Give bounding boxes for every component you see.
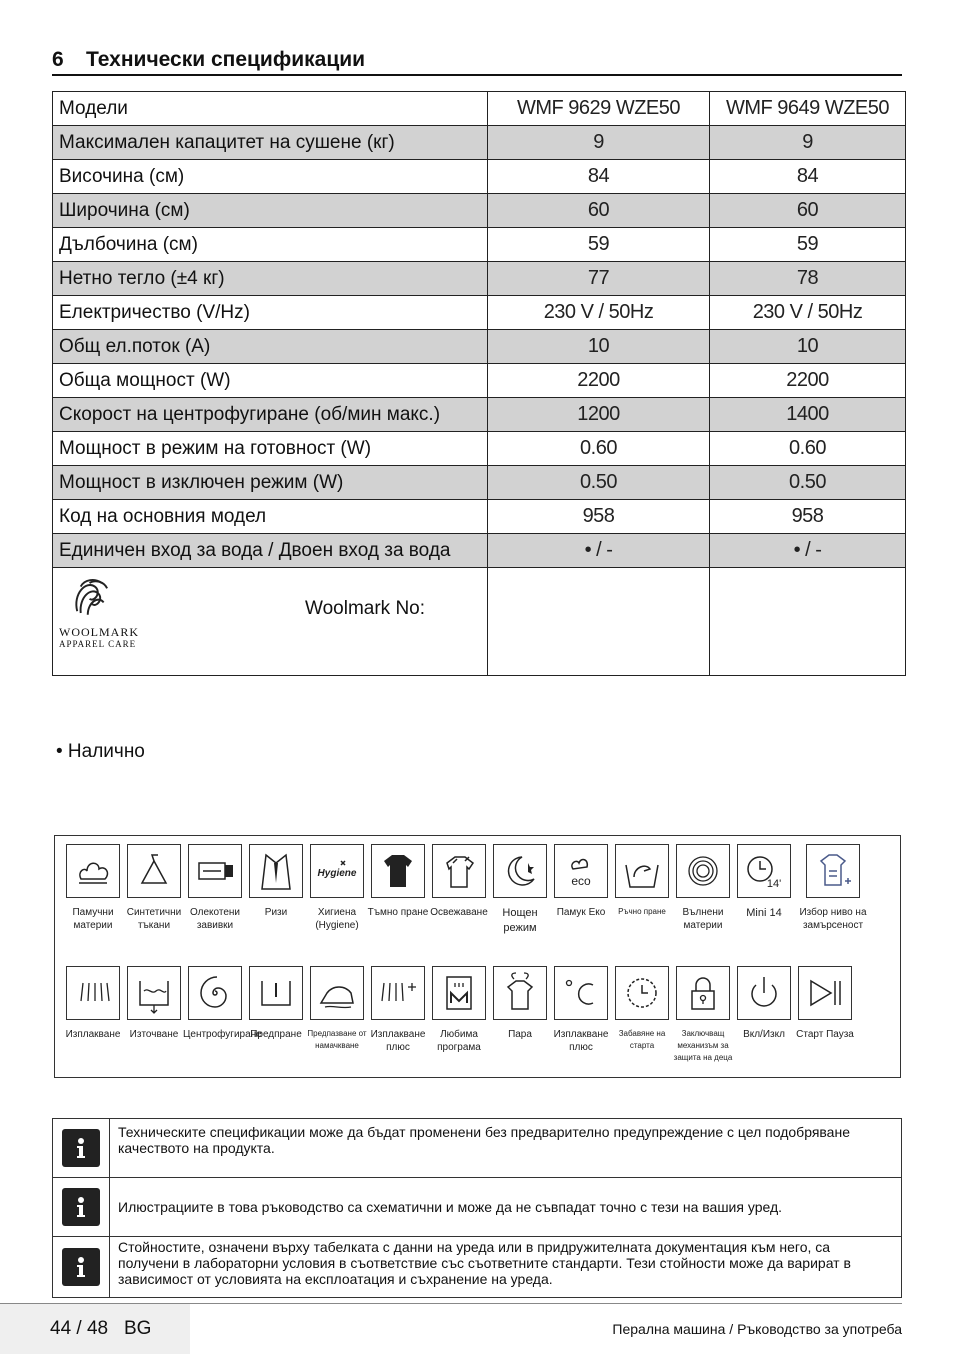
legend-available: • Налично (56, 741, 145, 762)
footer-title: Перална машина / Ръководство за употреба (612, 1321, 902, 1337)
icon-caption: Старт Пауза (796, 1029, 854, 1040)
row-value-2: 0.60 (710, 432, 906, 466)
icon-caption: Синтетични тъкани (126, 907, 182, 931)
table-row (53, 500, 906, 534)
woolmark-row (53, 568, 906, 676)
table-row (53, 398, 906, 432)
child-lock (671, 966, 735, 1064)
program-wool (671, 844, 735, 932)
dark-wash-icon (376, 849, 420, 893)
row-label: Мощност в режим на готовност (W) (53, 432, 488, 466)
duvet-icon (193, 849, 237, 893)
note-text: Илюстрациите в това ръководство са схематични и може да не съвпадат точно с тези на вашия уред. (118, 1199, 783, 1215)
table-header-row (53, 92, 906, 126)
soil-level (793, 844, 873, 932)
woolmark-logo-icon (63, 576, 153, 620)
wool-icon (681, 849, 725, 893)
table-row (53, 228, 906, 262)
info-icon (68, 1254, 94, 1280)
prewash-icon (254, 971, 298, 1015)
drain (122, 966, 186, 1041)
start-pause (793, 966, 857, 1041)
delay-start-icon (620, 971, 664, 1015)
row-label: Дълбочина (см) (53, 228, 488, 262)
icon-caption: Вълнени материи (682, 907, 724, 931)
row-value-2: 78 (710, 262, 906, 296)
program-synthetic (122, 844, 186, 932)
icon-caption: Забавяне на старта (618, 1029, 666, 1050)
icon-caption: Ризи (264, 907, 288, 918)
note-text: Техническите спецификации може да бъдат променени без предварително предупреждение с цел подобряване качеството на продукта. (118, 1124, 850, 1156)
icon-caption: Изплакване плюс (553, 1029, 609, 1053)
cotton-icon (71, 849, 115, 893)
table-row (53, 432, 906, 466)
header-label: Модели (53, 92, 488, 126)
row-value-1: 84 (488, 160, 710, 194)
night-icon (498, 849, 542, 893)
program-cotton (61, 844, 125, 932)
row-value-1: 59 (488, 228, 710, 262)
table-row (53, 262, 906, 296)
woolmark-label: Woolmark No: (305, 598, 426, 619)
icon-caption: Mini 14 (746, 907, 782, 919)
woolmark-value-2 (710, 568, 906, 676)
favorite-program (427, 966, 491, 1054)
row-label: Код на основния модел (53, 500, 488, 534)
anti-crease (305, 966, 369, 1052)
icon-caption: Изплакване плюс (370, 1029, 426, 1053)
cotton-eco-icon (559, 849, 603, 893)
row-value-1: 958 (488, 500, 710, 534)
icon-caption: Нощен режим (502, 907, 538, 934)
table-row (53, 330, 906, 364)
row-label: Скорост на центрофугиране (об/мин макс.) (53, 398, 488, 432)
row-value-1: 60 (488, 194, 710, 228)
icon-caption: Пара (508, 1029, 532, 1040)
icon-caption: Източване (129, 1029, 179, 1040)
svg-text:eco: eco (571, 874, 591, 888)
woolmark-brand: WOOLMARK (59, 625, 139, 639)
shirt-icon (254, 849, 298, 893)
start-pause-icon (803, 971, 847, 1015)
program-dark-wash (366, 844, 430, 919)
program-shirts (244, 844, 308, 919)
icon-caption: Памук Еко (556, 907, 606, 918)
soil-level-icon (811, 849, 855, 893)
row-label: Общ ел.поток (A) (53, 330, 488, 364)
icon-caption: Избор ниво на замърсеност (799, 907, 867, 931)
synthetic-icon (132, 849, 176, 893)
row-label: Нетно тегло (±4 кг) (53, 262, 488, 296)
row-value-2: 59 (710, 228, 906, 262)
prewash (244, 966, 308, 1041)
icon-caption: Предпазване от намачкване (307, 1029, 367, 1050)
row-value-1: 10 (488, 330, 710, 364)
note-1 (52, 1118, 902, 1177)
woolmark-subtitle: APPAREL CARE (59, 639, 137, 649)
row-value-2: 84 (710, 160, 906, 194)
row-value-2: 60 (710, 194, 906, 228)
row-label: Височина (см) (53, 160, 488, 194)
row-label: Обща мощност (W) (53, 364, 488, 398)
info-icon (68, 1135, 94, 1161)
spin (183, 966, 262, 1041)
woolmark-cell (53, 568, 488, 676)
program-hygiene (305, 844, 369, 932)
row-value-1: • / - (488, 534, 710, 568)
anti-crease-icon (315, 971, 359, 1015)
spin-icon (193, 971, 237, 1015)
table-row (53, 296, 906, 330)
program-night (488, 844, 552, 936)
icon-caption: Хигиена (Hygiene) (315, 907, 359, 931)
row-value-1: 9 (488, 126, 710, 160)
section-heading: Технически спецификации (86, 48, 366, 71)
temperature (549, 966, 613, 1054)
row-value-2: 1400 (710, 398, 906, 432)
table-row (53, 160, 906, 194)
section-number: 6 (52, 48, 64, 71)
woolmark-value-1 (488, 568, 710, 676)
row-value-1: 1200 (488, 398, 710, 432)
icon-caption: Памучни материи (72, 907, 114, 931)
rinse-plus-icon (376, 971, 420, 1015)
icon-caption: Ръчно пране (618, 907, 666, 916)
header-model-1: WMF 9629 WZE50 (488, 92, 710, 126)
program-refresh (427, 844, 491, 919)
steam-icon (498, 971, 542, 1015)
row-value-2: 230 V / 50Hz (710, 296, 906, 330)
icon-caption: Тъмно пране (367, 907, 429, 918)
program-hand-wash (610, 844, 674, 918)
icon-caption: Олекотени завивки (189, 907, 241, 931)
icon-caption: Вкл/Изкл (743, 1029, 785, 1040)
icon-caption: Любима програма (437, 1029, 481, 1053)
child-lock-icon (681, 971, 725, 1015)
icon-caption: Предпране (250, 1029, 302, 1040)
rinse-icon (71, 971, 115, 1015)
icon-caption: Центрофугиране (183, 1029, 262, 1040)
table-row (53, 534, 906, 568)
icon-caption: Изплакване (65, 1029, 121, 1040)
program-duvet (183, 844, 247, 932)
rinse (61, 966, 125, 1041)
refresh-icon (437, 849, 481, 893)
row-value-2: 2200 (710, 364, 906, 398)
hand-wash-icon (620, 849, 664, 893)
notes (52, 1118, 902, 1298)
svg-text:Hygiene: Hygiene (317, 868, 357, 879)
row-label: Електричество (V/Hz) (53, 296, 488, 330)
table-row (53, 466, 906, 500)
svg-text:14': 14' (766, 878, 782, 890)
row-value-2: 0.50 (710, 466, 906, 500)
row-value-1: 0.60 (488, 432, 710, 466)
table-row (53, 126, 906, 160)
row-label: Мощност в изключен режим (W) (53, 466, 488, 500)
favorite-program-icon (437, 971, 481, 1015)
power (732, 966, 796, 1041)
icon-caption: Освежаване (430, 907, 488, 918)
page-number (50, 1318, 151, 1340)
row-value-1: 77 (488, 262, 710, 296)
delay-start (610, 966, 674, 1052)
note-text: Стойностите, означени върху табелката с данни на уреда или в придружителната документация към него, са получени в лабораторни условия в съответствие със съответните стандарти. Тези стойности може да варират в зависимост от условията на експлоатация и съхранение на уреда. (118, 1239, 851, 1287)
icon-caption: Заключващ механизъм за защита на деца (673, 1029, 733, 1062)
row-value-2: • / - (710, 534, 906, 568)
row-value-2: 10 (710, 330, 906, 364)
row-value-1: 0.50 (488, 466, 710, 500)
note-3 (52, 1236, 902, 1298)
program-icons-box (54, 835, 901, 1078)
row-label: Максимален капацитет на сушене (кг) (53, 126, 488, 160)
header-model-2: WMF 9649 WZE50 (710, 92, 906, 126)
row-label: Широчина (см) (53, 194, 488, 228)
language-code: BG (123, 1318, 152, 1339)
steam (488, 966, 552, 1041)
row-value-2: 958 (710, 500, 906, 534)
row-value-1: 230 V / 50Hz (488, 296, 710, 330)
drain-icon (132, 971, 176, 1015)
section-title (52, 48, 902, 76)
power-icon (742, 971, 786, 1015)
program-cotton-eco (549, 844, 613, 919)
temperature-icon (559, 971, 603, 1015)
spec-table (52, 91, 906, 676)
program-mini14 (732, 844, 796, 921)
page-count: 44 / 48 (50, 1318, 109, 1339)
row-value-1: 2200 (488, 364, 710, 398)
row-value-2: 9 (710, 126, 906, 160)
info-icon (68, 1194, 94, 1220)
hygiene-icon (315, 849, 359, 893)
mini14-icon (742, 849, 786, 893)
table-row (53, 194, 906, 228)
table-row (53, 364, 906, 398)
row-label: Единичен вход за вода / Двоен вход за вода (53, 534, 488, 568)
rinse-plus (366, 966, 430, 1054)
note-2 (52, 1177, 902, 1236)
